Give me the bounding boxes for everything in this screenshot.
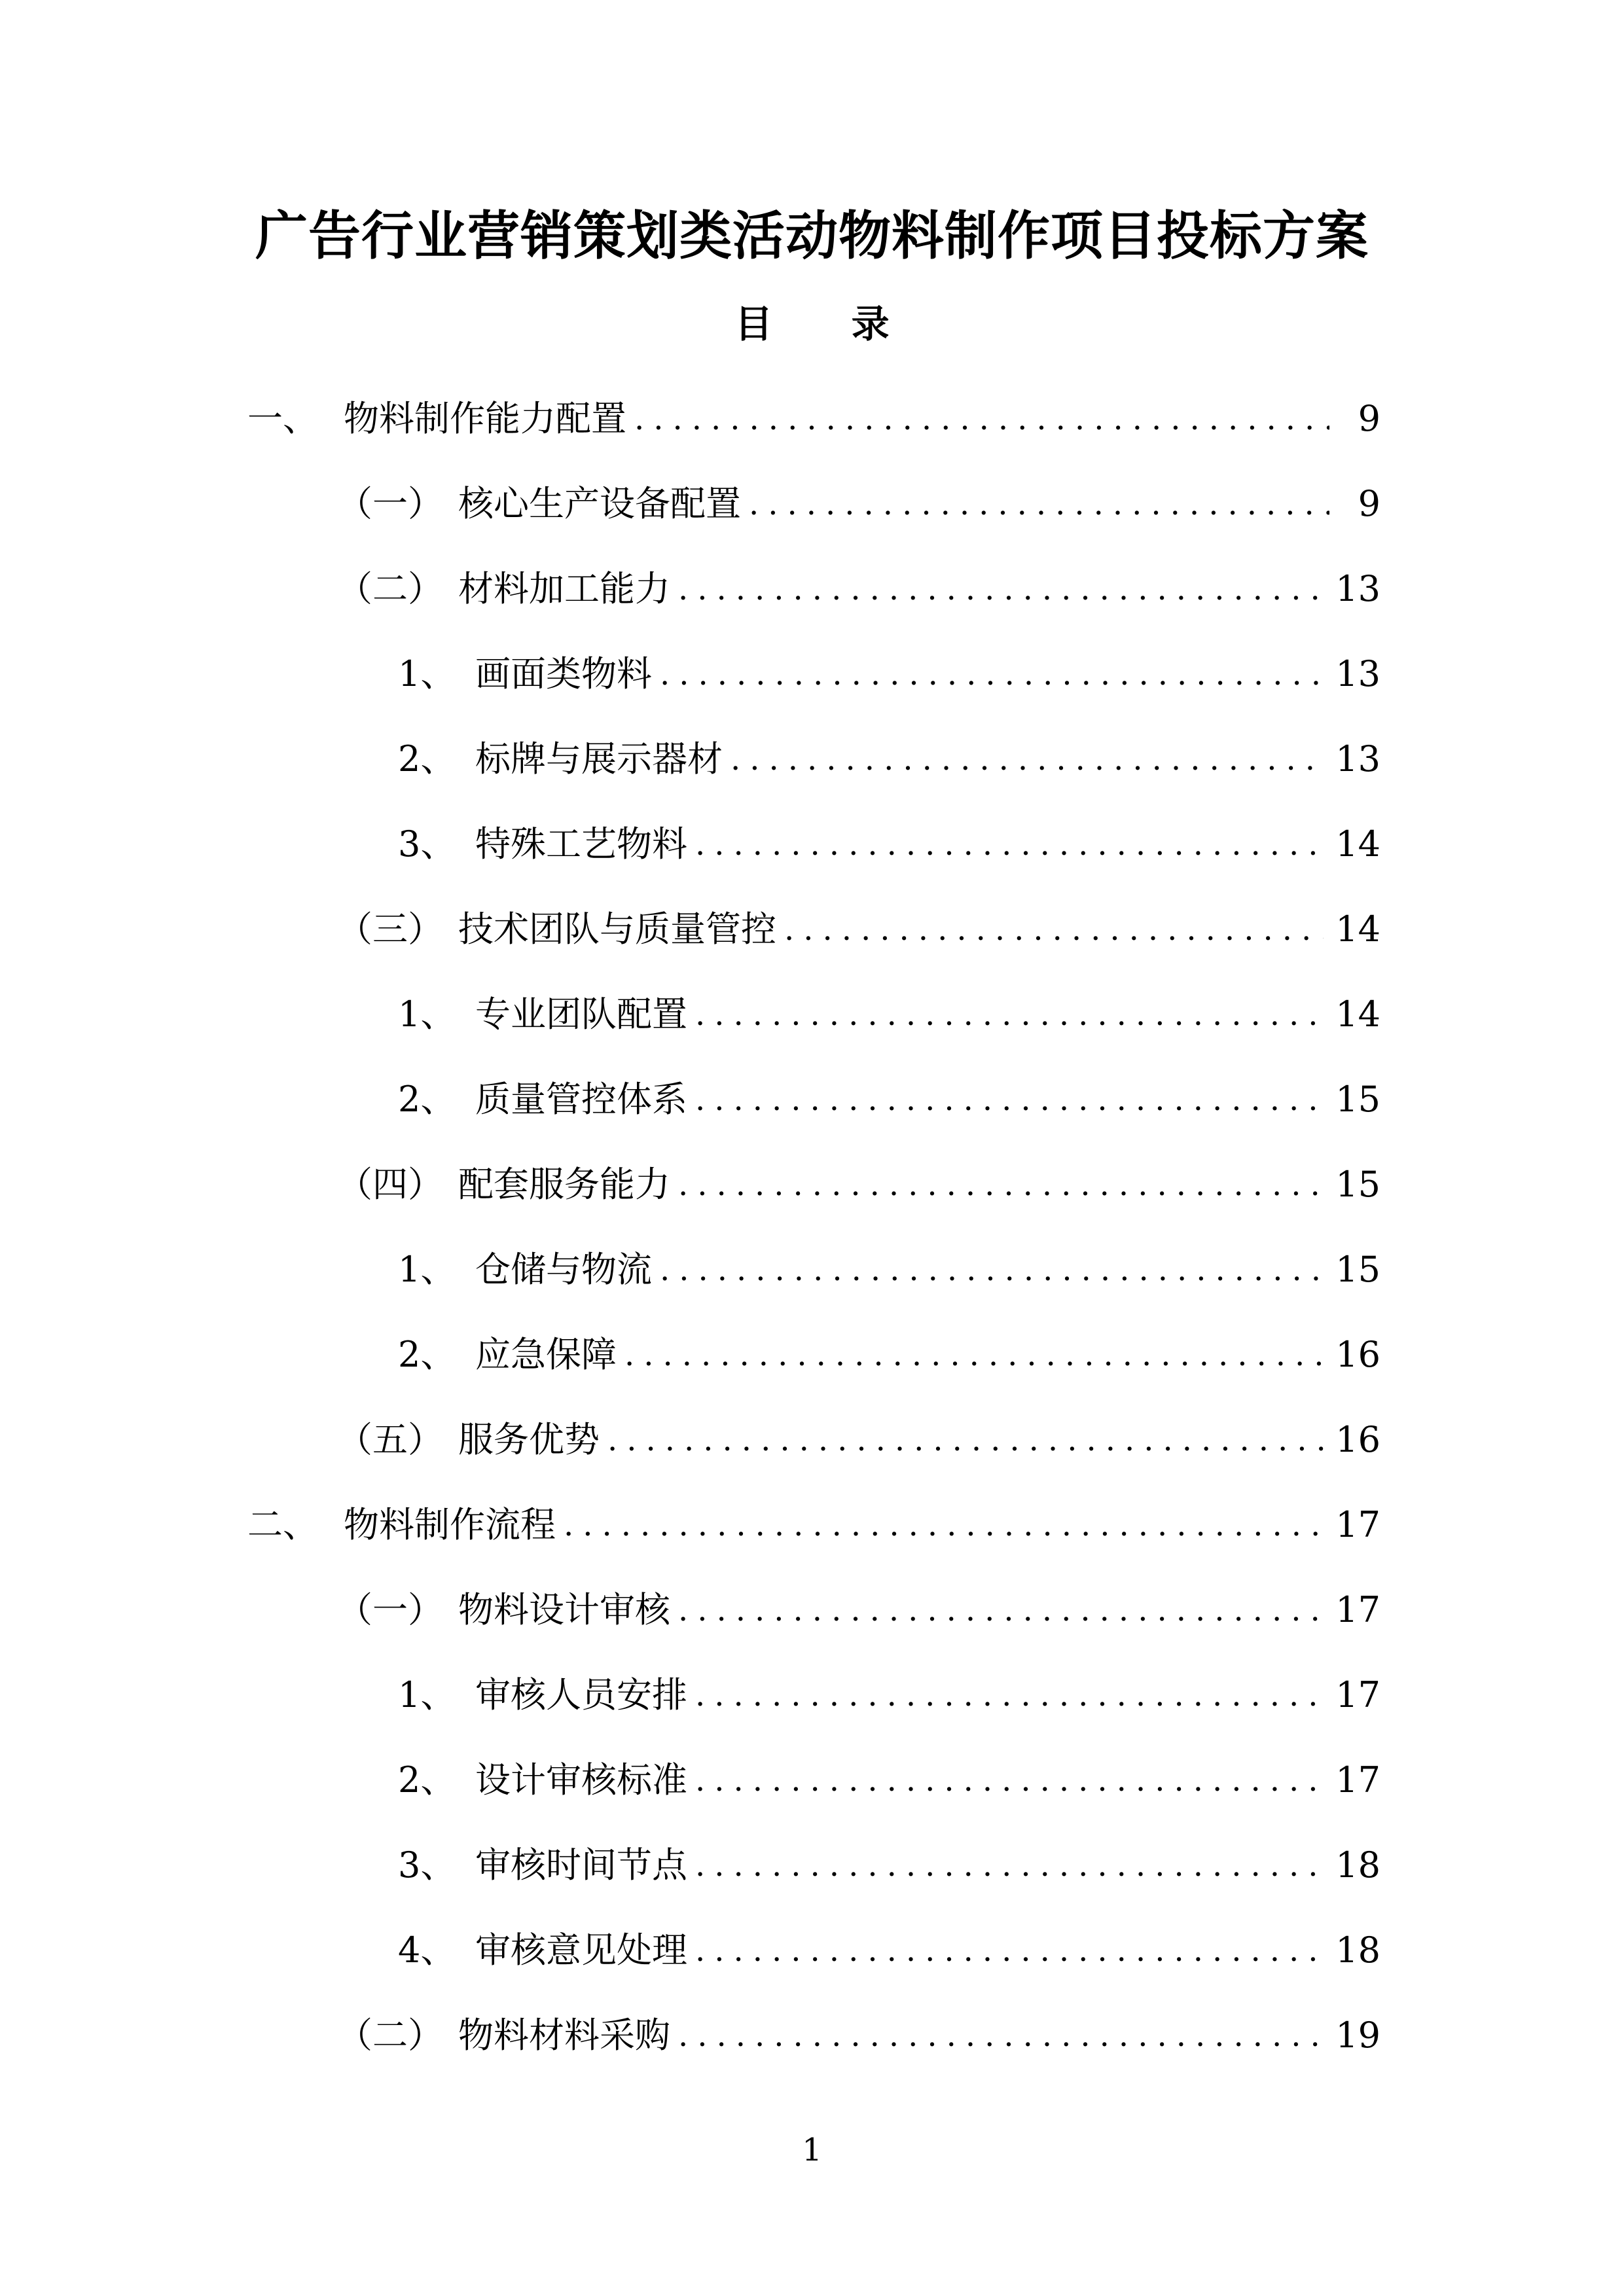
toc-entry-title: 特殊工艺物料 xyxy=(475,823,687,865)
toc-dot-leader xyxy=(678,1584,1324,1636)
toc-heading: 目 录 xyxy=(734,302,922,346)
toc-entry[interactable] xyxy=(0,1142,1624,1227)
toc-entry[interactable] xyxy=(0,1738,1624,1823)
toc-dot-leader xyxy=(564,1499,1324,1551)
toc-entry-title: 服务优势 xyxy=(458,1419,600,1460)
toc-dot-leader xyxy=(607,1414,1324,1466)
toc-entry-number: 2、 xyxy=(398,738,456,780)
toc-entry-number: （四） xyxy=(337,1164,443,1205)
toc-entry-title: 配套服务能力 xyxy=(458,1164,670,1205)
toc-dot-leader xyxy=(695,988,1324,1041)
toc-entry-title: 技术团队与质量管控 xyxy=(458,908,776,950)
toc-entry-number: 2、 xyxy=(398,1334,456,1375)
toc-entry-number: 一、 xyxy=(247,398,318,439)
toc-dot-leader xyxy=(624,1329,1324,1381)
toc-entry-title: 审核时间节点 xyxy=(475,1844,687,1886)
toc-entry[interactable] xyxy=(0,1993,1624,2078)
toc-entry-title: 应急保障 xyxy=(475,1334,617,1375)
toc-entry[interactable] xyxy=(0,802,1624,887)
toc-entry-title: 审核人员安排 xyxy=(475,1674,687,1715)
toc-entry[interactable] xyxy=(0,1482,1624,1568)
toc-entry-title: 仓储与物流 xyxy=(475,1249,652,1290)
toc-entry-title: 设计审核标准 xyxy=(475,1759,687,1801)
toc-entry[interactable] xyxy=(0,1397,1624,1482)
toc-entry-page: 18 xyxy=(1335,1844,1380,1886)
toc-entry-title: 物料制作流程 xyxy=(344,1504,556,1545)
toc-entry[interactable] xyxy=(0,1227,1624,1312)
toc-dot-leader xyxy=(634,393,1329,445)
toc-entry-page: 17 xyxy=(1335,1759,1380,1801)
document-title: 广告行业营销策划类活动物料制作项目投标方案 xyxy=(255,205,1369,266)
toc-entry-title: 审核意见处理 xyxy=(475,1929,687,1971)
toc-dot-leader xyxy=(749,478,1329,530)
toc-entry-title: 标牌与展示器材 xyxy=(475,738,723,780)
toc-dot-leader xyxy=(660,1244,1324,1296)
toc-entry-page: 17 xyxy=(1335,1504,1380,1545)
toc-entry-title: 核心生产设备配置 xyxy=(458,483,741,524)
toc-entry-number: 3、 xyxy=(398,823,456,865)
toc-entry[interactable] xyxy=(0,1653,1624,1738)
toc-dot-leader xyxy=(695,1924,1324,1977)
toc-entry-number: （一） xyxy=(337,1589,443,1630)
toc-entry-number: （二） xyxy=(337,2015,443,2056)
toc-entry-number: 2、 xyxy=(398,1759,456,1801)
toc-entry-page: 13 xyxy=(1335,653,1380,694)
toc-entry-number: （五） xyxy=(337,1419,443,1460)
toc-entry[interactable] xyxy=(0,547,1624,632)
toc-entry-title: 专业团队配置 xyxy=(475,994,687,1035)
toc-dot-leader xyxy=(695,1839,1324,1892)
toc-dot-leader xyxy=(784,903,1324,956)
toc-entry-number: 二、 xyxy=(247,1504,318,1545)
toc-entry[interactable] xyxy=(0,972,1624,1057)
toc-entry[interactable] xyxy=(0,461,1624,547)
toc-entry-page: 14 xyxy=(1335,908,1380,950)
toc-entry[interactable] xyxy=(0,632,1624,717)
toc-dot-leader xyxy=(660,648,1324,700)
toc-entry-page: 14 xyxy=(1335,994,1380,1035)
toc-entry-page: 13 xyxy=(1335,738,1380,780)
toc-entry-page: 18 xyxy=(1335,1929,1380,1971)
toc-entry-title: 物料制作能力配置 xyxy=(344,398,626,439)
toc-entry-page: 17 xyxy=(1335,1589,1380,1630)
toc-dot-leader xyxy=(731,733,1324,785)
toc-entry-page: 15 xyxy=(1335,1079,1380,1120)
toc-dot-leader xyxy=(678,563,1324,615)
page-number: 1 xyxy=(802,2132,822,2168)
table-of-contents xyxy=(0,376,1624,2078)
toc-entry-page: 9 xyxy=(1358,483,1380,524)
toc-dot-leader xyxy=(695,1073,1324,1126)
toc-entry-title: 画面类物料 xyxy=(475,653,652,694)
toc-dot-leader xyxy=(695,1669,1324,1721)
toc-entry-number: （二） xyxy=(337,568,443,609)
toc-entry-title: 物料设计审核 xyxy=(458,1589,670,1630)
toc-entry-title: 材料加工能力 xyxy=(458,568,670,609)
toc-entry-number: 3、 xyxy=(398,1844,456,1886)
toc-entry-number: （一） xyxy=(337,483,443,524)
toc-entry[interactable] xyxy=(0,1568,1624,1653)
toc-dot-leader xyxy=(678,1158,1324,1211)
toc-entry-title: 物料材料采购 xyxy=(458,2015,670,2056)
toc-entry[interactable] xyxy=(0,1312,1624,1397)
toc-entry-number: 1、 xyxy=(398,994,456,1035)
toc-entry-number: 1、 xyxy=(398,1249,456,1290)
toc-entry-number: 1、 xyxy=(398,653,456,694)
toc-dot-leader xyxy=(695,1754,1324,1806)
toc-entry[interactable] xyxy=(0,1908,1624,1993)
toc-entry-number: 2、 xyxy=(398,1079,456,1120)
toc-entry-number: 1、 xyxy=(398,1674,456,1715)
toc-dot-leader xyxy=(695,818,1324,870)
toc-entry-title: 质量管控体系 xyxy=(475,1079,687,1120)
toc-entry-page: 17 xyxy=(1335,1674,1380,1715)
toc-entry-page: 19 xyxy=(1335,2015,1380,2056)
toc-entry-page: 16 xyxy=(1335,1419,1380,1460)
toc-entry-page: 15 xyxy=(1335,1249,1380,1290)
toc-dot-leader xyxy=(678,2009,1324,2062)
toc-entry[interactable] xyxy=(0,376,1624,461)
toc-entry-page: 15 xyxy=(1335,1164,1380,1205)
toc-entry-page: 13 xyxy=(1335,568,1380,609)
toc-entry[interactable] xyxy=(0,1823,1624,1908)
toc-entry-number: 4、 xyxy=(398,1929,456,1971)
toc-entry-page: 9 xyxy=(1358,398,1380,439)
toc-entry[interactable] xyxy=(0,887,1624,972)
toc-entry[interactable] xyxy=(0,1057,1624,1142)
toc-entry-page: 16 xyxy=(1335,1334,1380,1375)
toc-entry-page: 14 xyxy=(1335,823,1380,865)
toc-entry[interactable] xyxy=(0,717,1624,802)
toc-entry-number: （三） xyxy=(337,908,443,950)
